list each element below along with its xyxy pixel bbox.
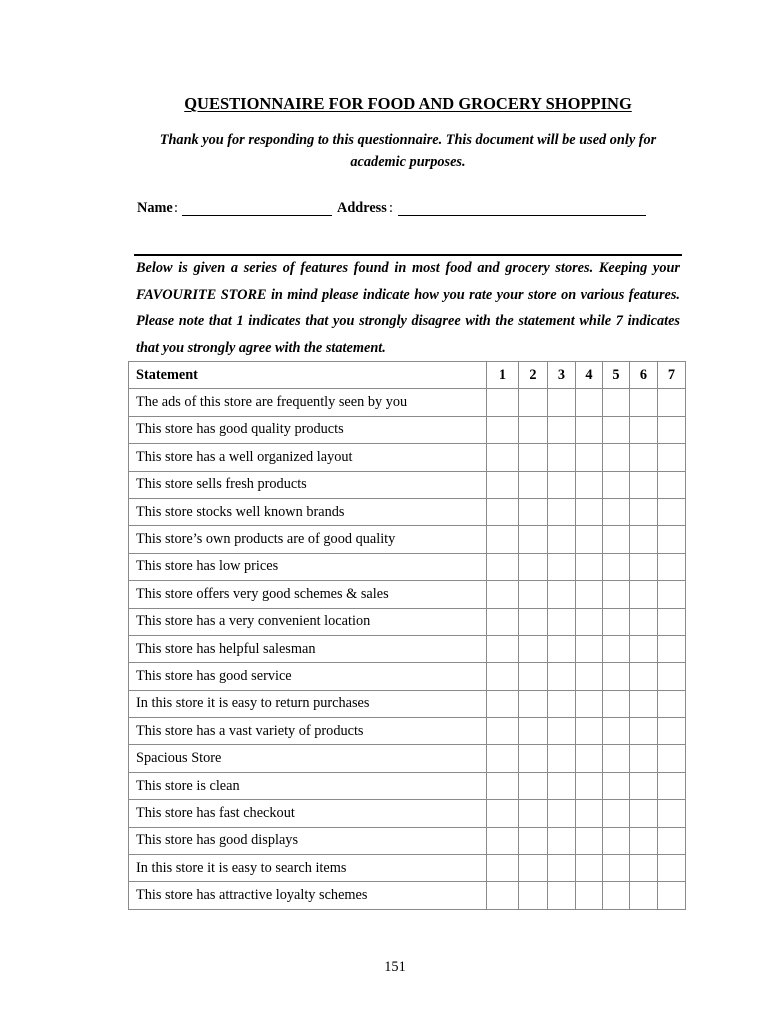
rating-cell[interactable] bbox=[630, 526, 658, 553]
rating-cell[interactable] bbox=[658, 827, 686, 854]
scale-header: 3 bbox=[548, 362, 576, 389]
rating-cell[interactable] bbox=[576, 772, 603, 799]
statement-cell: The ads of this store are frequently seen by you bbox=[129, 389, 487, 416]
rating-cell[interactable] bbox=[519, 745, 548, 772]
rating-cell[interactable] bbox=[603, 581, 630, 608]
rating-cell[interactable] bbox=[576, 718, 603, 745]
statement-cell: This store has a vast variety of products bbox=[129, 718, 487, 745]
rating-cell[interactable] bbox=[603, 718, 630, 745]
rating-cell[interactable] bbox=[519, 581, 548, 608]
table-row bbox=[129, 526, 686, 553]
rating-cell[interactable] bbox=[487, 690, 519, 717]
table-row bbox=[129, 608, 686, 635]
table-row bbox=[129, 882, 686, 909]
statement-cell: This store has good quality products bbox=[129, 416, 487, 443]
rating-cell[interactable] bbox=[487, 608, 519, 635]
rating-cell[interactable] bbox=[576, 581, 603, 608]
rating-cell[interactable] bbox=[487, 553, 519, 580]
rating-cell[interactable] bbox=[630, 471, 658, 498]
statement-cell: This store is clean bbox=[129, 772, 487, 799]
rating-cell[interactable] bbox=[658, 855, 686, 882]
rating-cell[interactable] bbox=[658, 416, 686, 443]
rating-cell[interactable] bbox=[658, 553, 686, 580]
rating-cell[interactable] bbox=[548, 581, 576, 608]
rating-cell[interactable] bbox=[603, 444, 630, 471]
table-row bbox=[129, 800, 686, 827]
rating-cell[interactable] bbox=[603, 690, 630, 717]
rating-cell[interactable] bbox=[548, 389, 576, 416]
statement-cell: This store has good service bbox=[129, 663, 487, 690]
rating-cell[interactable] bbox=[603, 855, 630, 882]
statement-cell: This store has helpful salesman bbox=[129, 635, 487, 662]
table-row bbox=[129, 827, 686, 854]
rating-cell[interactable] bbox=[630, 553, 658, 580]
statement-cell: This store has a well organized layout bbox=[129, 444, 487, 471]
rating-cell[interactable] bbox=[548, 772, 576, 799]
rating-cell[interactable] bbox=[630, 389, 658, 416]
rating-cell[interactable] bbox=[658, 663, 686, 690]
table-row bbox=[129, 581, 686, 608]
rating-cell[interactable] bbox=[630, 772, 658, 799]
rating-cell[interactable] bbox=[548, 416, 576, 443]
rating-cell[interactable] bbox=[576, 745, 603, 772]
name-field[interactable] bbox=[182, 215, 332, 216]
statement-cell: This store has good displays bbox=[129, 827, 487, 854]
rating-cell[interactable] bbox=[487, 416, 519, 443]
rating-cell[interactable] bbox=[603, 526, 630, 553]
address-label: Address bbox=[337, 200, 387, 216]
rating-cell[interactable] bbox=[658, 608, 686, 635]
table-row bbox=[129, 690, 686, 717]
rating-cell[interactable] bbox=[487, 800, 519, 827]
rating-cell[interactable] bbox=[658, 882, 686, 909]
rating-cell[interactable] bbox=[548, 635, 576, 662]
rating-cell[interactable] bbox=[548, 444, 576, 471]
table-row bbox=[129, 471, 686, 498]
statement-cell: This store offers very good schemes & sales bbox=[129, 581, 487, 608]
rating-cell[interactable] bbox=[487, 827, 519, 854]
rating-cell[interactable] bbox=[658, 800, 686, 827]
rating-cell[interactable] bbox=[487, 498, 519, 525]
instructions: Below is given a series of features found in most food and grocery stores. Keeping your FAVOURITE STORE in mind please indicate how you rate your store on various features. Please note that 1 indicates that you strongly disagree with the statement while 7 indicates that you strongly agree with the statement. bbox=[136, 260, 680, 356]
statement-cell: This store has attractive loyalty schemes bbox=[129, 882, 487, 909]
rating-cell[interactable] bbox=[519, 608, 548, 635]
rating-cell[interactable] bbox=[548, 526, 576, 553]
rating-cell[interactable] bbox=[630, 635, 658, 662]
table-row bbox=[129, 389, 686, 416]
rating-cell[interactable] bbox=[487, 471, 519, 498]
address-field[interactable] bbox=[398, 215, 646, 216]
subtitle: Thank you for responding to this questionnaire. This document will be used only for academic purposes. bbox=[159, 132, 657, 170]
rating-cell[interactable] bbox=[576, 608, 603, 635]
rating-cell[interactable] bbox=[548, 827, 576, 854]
rating-cell[interactable] bbox=[519, 882, 548, 909]
rating-cell[interactable] bbox=[630, 690, 658, 717]
rating-cell[interactable] bbox=[576, 416, 603, 443]
table-row bbox=[129, 718, 686, 745]
rating-cell[interactable] bbox=[519, 444, 548, 471]
statement-cell: In this store it is easy to search items bbox=[129, 855, 487, 882]
rating-cell[interactable] bbox=[519, 718, 548, 745]
name-label: Name bbox=[137, 200, 173, 216]
table-row bbox=[129, 416, 686, 443]
scale-header: 2 bbox=[519, 362, 548, 389]
statement-cell: This store has fast checkout bbox=[129, 800, 487, 827]
rating-cell[interactable] bbox=[630, 444, 658, 471]
rating-cell[interactable] bbox=[658, 389, 686, 416]
rating-cell[interactable] bbox=[519, 800, 548, 827]
table-row bbox=[129, 498, 686, 525]
rating-cell[interactable] bbox=[548, 553, 576, 580]
rating-cell[interactable] bbox=[576, 444, 603, 471]
rating-cell[interactable] bbox=[630, 608, 658, 635]
rating-cell[interactable] bbox=[519, 772, 548, 799]
rating-cell[interactable] bbox=[487, 581, 519, 608]
statement-cell: This store sells fresh products bbox=[129, 471, 487, 498]
rating-cell[interactable] bbox=[603, 389, 630, 416]
rating-cell[interactable] bbox=[576, 663, 603, 690]
rating-cell[interactable] bbox=[603, 827, 630, 854]
rating-cell[interactable] bbox=[487, 855, 519, 882]
rating-cell[interactable] bbox=[658, 718, 686, 745]
rating-cell[interactable] bbox=[548, 745, 576, 772]
rating-table bbox=[128, 361, 686, 910]
rating-cell[interactable] bbox=[519, 827, 548, 854]
rating-cell[interactable] bbox=[630, 800, 658, 827]
rating-cell[interactable] bbox=[658, 772, 686, 799]
rating-cell[interactable] bbox=[548, 498, 576, 525]
rating-cell[interactable] bbox=[576, 800, 603, 827]
rating-cell[interactable] bbox=[519, 663, 548, 690]
rating-cell[interactable] bbox=[576, 882, 603, 909]
page-title: QUESTIONNAIRE FOR FOOD AND GROCERY SHOPPING bbox=[184, 94, 632, 113]
page-number: 151 bbox=[384, 959, 406, 975]
rating-cell[interactable] bbox=[603, 882, 630, 909]
statement-cell: This store’s own products are of good quality bbox=[129, 526, 487, 553]
respondent-details-row bbox=[137, 200, 697, 220]
rating-cell[interactable] bbox=[603, 745, 630, 772]
rating-cell[interactable] bbox=[630, 718, 658, 745]
rating-cell[interactable] bbox=[548, 800, 576, 827]
rating-cell[interactable] bbox=[548, 718, 576, 745]
table-row bbox=[129, 772, 686, 799]
scale-header: 6 bbox=[630, 362, 658, 389]
statement-cell: This store stocks well known brands bbox=[129, 498, 487, 525]
rating-cell[interactable] bbox=[519, 553, 548, 580]
rating-cell[interactable] bbox=[658, 581, 686, 608]
rating-cell[interactable] bbox=[658, 745, 686, 772]
rating-cell[interactable] bbox=[630, 827, 658, 854]
rating-cell[interactable] bbox=[519, 498, 548, 525]
rating-cell[interactable] bbox=[519, 526, 548, 553]
name-colon: : bbox=[174, 200, 178, 216]
rating-cell[interactable] bbox=[630, 416, 658, 443]
rating-cell[interactable] bbox=[519, 635, 548, 662]
rating-cell[interactable] bbox=[630, 855, 658, 882]
rating-cell[interactable] bbox=[519, 855, 548, 882]
rating-cell[interactable] bbox=[658, 498, 686, 525]
table-row bbox=[129, 855, 686, 882]
rating-cell[interactable] bbox=[630, 498, 658, 525]
rating-cell[interactable] bbox=[576, 827, 603, 854]
rating-cell[interactable] bbox=[548, 608, 576, 635]
rating-cell[interactable] bbox=[576, 635, 603, 662]
rating-cell[interactable] bbox=[576, 471, 603, 498]
table-row bbox=[129, 553, 686, 580]
rating-cell[interactable] bbox=[548, 855, 576, 882]
scale-header: 5 bbox=[603, 362, 630, 389]
scale-header: 7 bbox=[658, 362, 686, 389]
statement-cell: This store has low prices bbox=[129, 553, 487, 580]
rating-cell[interactable] bbox=[519, 690, 548, 717]
rating-cell[interactable] bbox=[487, 882, 519, 909]
scale-header: 1 bbox=[487, 362, 519, 389]
rating-cell[interactable] bbox=[630, 882, 658, 909]
statement-cell: Spacious Store bbox=[129, 745, 487, 772]
rating-cell[interactable] bbox=[487, 389, 519, 416]
rating-cell[interactable] bbox=[576, 553, 603, 580]
table-header-row bbox=[129, 362, 686, 389]
rating-cell[interactable] bbox=[658, 471, 686, 498]
rating-cell[interactable] bbox=[658, 635, 686, 662]
rating-cell[interactable] bbox=[519, 389, 548, 416]
rating-cell[interactable] bbox=[548, 471, 576, 498]
rating-cell[interactable] bbox=[658, 444, 686, 471]
rating-cell[interactable] bbox=[603, 608, 630, 635]
rating-cell[interactable] bbox=[630, 745, 658, 772]
rating-cell[interactable] bbox=[576, 690, 603, 717]
rating-cell[interactable] bbox=[487, 526, 519, 553]
statement-cell: In this store it is easy to return purchases bbox=[129, 690, 487, 717]
table-row bbox=[129, 635, 686, 662]
table-row bbox=[129, 663, 686, 690]
rating-cell[interactable] bbox=[576, 526, 603, 553]
rating-cell[interactable] bbox=[603, 416, 630, 443]
rating-cell[interactable] bbox=[576, 498, 603, 525]
rating-cell[interactable] bbox=[487, 745, 519, 772]
table-row bbox=[129, 444, 686, 471]
rating-cell[interactable] bbox=[630, 581, 658, 608]
rating-cell[interactable] bbox=[603, 553, 630, 580]
table-row bbox=[129, 745, 686, 772]
scale-header: 4 bbox=[576, 362, 603, 389]
rating-cell[interactable] bbox=[519, 416, 548, 443]
statement-header: Statement bbox=[129, 362, 487, 389]
rating-cell[interactable] bbox=[548, 882, 576, 909]
rating-cell[interactable] bbox=[487, 663, 519, 690]
rating-cell[interactable] bbox=[630, 663, 658, 690]
rating-cell[interactable] bbox=[603, 663, 630, 690]
rating-cell[interactable] bbox=[603, 471, 630, 498]
rating-cell[interactable] bbox=[603, 498, 630, 525]
rating-cell[interactable] bbox=[487, 635, 519, 662]
statement-cell: This store has a very convenient location bbox=[129, 608, 487, 635]
address-colon: : bbox=[389, 200, 393, 216]
rating-cell[interactable] bbox=[658, 690, 686, 717]
rating-cell[interactable] bbox=[548, 690, 576, 717]
rating-cell[interactable] bbox=[548, 663, 576, 690]
rating-cell[interactable] bbox=[603, 772, 630, 799]
rating-cell[interactable] bbox=[487, 772, 519, 799]
rating-cell[interactable] bbox=[519, 471, 548, 498]
rating-cell[interactable] bbox=[658, 526, 686, 553]
rating-cell[interactable] bbox=[603, 800, 630, 827]
rating-cell[interactable] bbox=[487, 718, 519, 745]
rating-cell[interactable] bbox=[487, 444, 519, 471]
rating-cell[interactable] bbox=[603, 635, 630, 662]
rating-cell[interactable] bbox=[576, 389, 603, 416]
rating-cell[interactable] bbox=[576, 855, 603, 882]
